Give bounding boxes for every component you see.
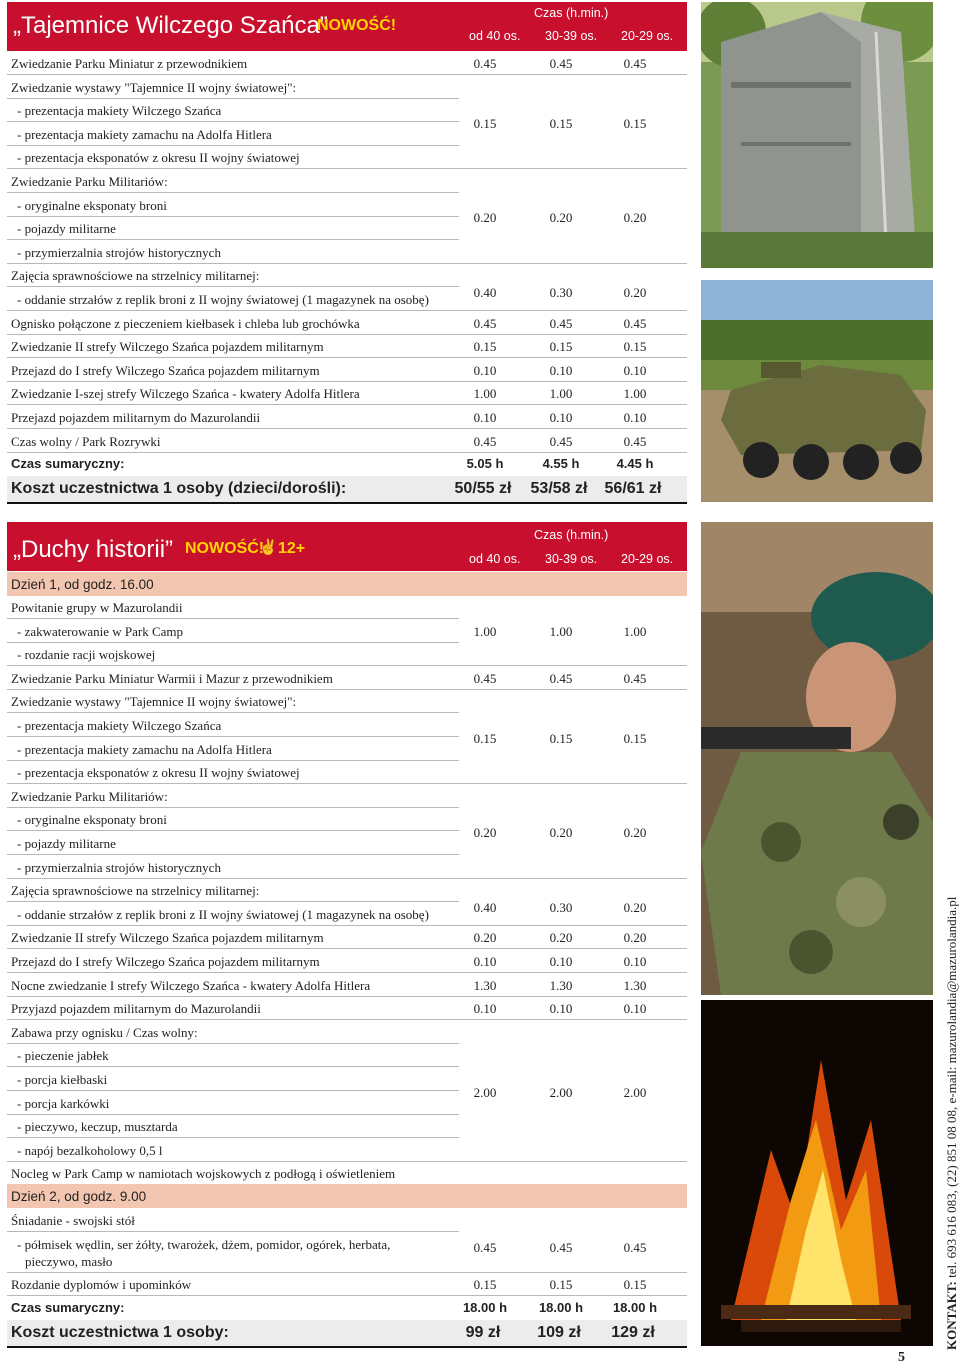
row-value: 1.00 <box>623 386 647 402</box>
row-divider <box>7 168 687 169</box>
row-label: Zwiedzanie wystawy "Tajemnice II wojny światowej": <box>11 694 297 710</box>
section-header <box>7 2 687 51</box>
row-label: Zwiedzanie Parku Miniatur z przewodnikiem <box>11 56 248 71</box>
cost-value: 50/55 zł <box>454 480 512 497</box>
row-value: 0.10 <box>623 1001 647 1017</box>
row-divider <box>7 404 687 405</box>
row-label: - oryginalne eksponaty broni <box>17 812 167 828</box>
row-value: 1.30 <box>623 977 647 993</box>
row-divider <box>7 996 687 997</box>
row-value: 0.45 <box>473 433 497 449</box>
row-divider <box>7 925 687 926</box>
row-label: - napój bezalkoholowy 0,5 l <box>17 1142 163 1158</box>
row-label: - porcja kiełbaski <box>17 1072 108 1087</box>
row-value: 0.45 <box>623 670 647 686</box>
row-value: 1.30 <box>473 977 497 993</box>
row-value: 0.15 <box>549 115 573 131</box>
row-label: Zwiedzanie Parku Militariów: <box>11 174 168 189</box>
new-badge: NOWOŚĆ! <box>317 17 397 34</box>
row-value: 1.00 <box>623 623 647 639</box>
row-label: Przejazd do I strefy Wilczego Szańca pojazdem militarnym <box>11 362 320 378</box>
row-divider <box>7 286 459 287</box>
row-value: 0.45 <box>623 1240 647 1255</box>
row-value: 0.15 <box>473 339 497 355</box>
row-divider <box>7 74 687 75</box>
row-value: 1.00 <box>473 386 497 402</box>
row-divider <box>7 381 687 382</box>
cost-value: 129 zł <box>611 1324 655 1341</box>
section-title: „Duchy historii” <box>13 536 174 563</box>
row-label: - oddanie strzałów z replik broni z II wojny światowej (1 magazynek na osobę) <box>17 292 429 307</box>
row-label: - rozdanie racji wojskowej <box>17 647 156 663</box>
soldier-photo <box>701 522 933 995</box>
row-label: - prezentacja eksponatów z okresu II wojny światowej <box>17 150 300 166</box>
row-divider <box>7 807 459 808</box>
age-badge: 12+ <box>278 540 306 557</box>
row-value: 0.20 <box>623 210 647 226</box>
row-value: 2.00 <box>623 1084 647 1100</box>
row-label: Zwiedzanie Parku Miniatur Warmii i Mazur z przewodnikiem <box>11 670 333 686</box>
age-col-2: 30-39 os. <box>545 552 598 566</box>
row-value: 0.15 <box>623 115 647 131</box>
row-divider <box>7 121 459 122</box>
row-value: 0.10 <box>623 954 647 969</box>
row-divider <box>7 216 459 217</box>
row-label: pieczywo, masło <box>25 1254 113 1269</box>
row-value: 0.10 <box>623 410 647 425</box>
row-divider <box>7 1295 687 1296</box>
row-value: 0.15 <box>623 1277 647 1292</box>
row-label: Zwiedzanie I-szej strefy Wilczego Szańca - kwatery Adolfa Hitlera <box>11 386 360 402</box>
offer-tajemnice <box>7 2 687 497</box>
row-divider <box>7 689 687 690</box>
row-label: Przejazd do I strefy Wilczego Szańca pojazdem militarnym <box>11 954 320 969</box>
row-value: 2.00 <box>549 1084 573 1100</box>
cost-value: 53/58 zł <box>530 480 588 497</box>
row-value: 0.10 <box>623 362 647 378</box>
row-divider <box>7 1019 687 1020</box>
row-divider <box>7 98 459 99</box>
row-label: Przyjazd pojazdem militarnym do Mazurolandii <box>11 1001 261 1017</box>
offer-duchy <box>7 522 687 1341</box>
row-divider <box>7 1231 459 1232</box>
day-label: Dzień 2, od godz. 9.00 <box>11 1189 147 1204</box>
cost-value: 56/61 zł <box>604 480 662 497</box>
row-divider <box>7 145 459 146</box>
row-value: 0.15 <box>549 339 573 355</box>
row-divider <box>7 830 459 831</box>
row-label: Zwiedzanie wystawy "Tajemnice II wojny światowej": <box>11 79 297 95</box>
row-value: 0.10 <box>549 1001 573 1017</box>
row-value: 0.10 <box>473 1001 497 1017</box>
row-value: 2.00 <box>473 1084 497 1100</box>
row-value: 0.20 <box>473 210 497 226</box>
row-divider <box>7 618 459 619</box>
row-value: 0.45 <box>549 56 573 71</box>
row-value: 0.45 <box>473 56 497 71</box>
row-divider <box>7 334 687 335</box>
row-label: - pojazdy militarne <box>17 836 116 851</box>
row-value: 0.45 <box>473 1240 497 1255</box>
cost-row <box>7 476 687 504</box>
row-label: - oryginalne eksponaty broni <box>17 197 167 213</box>
armored-vehicle-photo <box>701 280 933 502</box>
campfire-photo <box>701 1000 933 1346</box>
row-value: 0.45 <box>549 315 573 331</box>
row-value: 0.45 <box>623 433 647 449</box>
row-label: - pieczenie jabłek <box>17 1048 109 1064</box>
row-divider <box>7 239 459 240</box>
row-label: Zajęcia sprawnościowe na strzelnicy militarnej: <box>11 268 260 284</box>
row-value: 0.15 <box>473 1277 497 1292</box>
contact-label: KONTAKT: <box>944 1281 959 1350</box>
row-label: Ognisko połączone z pieczeniem kiełbasek i chleba lub grochówka <box>11 315 360 331</box>
row-value: 1.00 <box>549 623 573 639</box>
row-label: - prezentacja makiety zamachu na Adolfa Hitlera <box>17 126 272 142</box>
row-divider <box>7 1090 459 1091</box>
row-label: - pieczywo, keczup, musztarda <box>17 1119 178 1135</box>
row-label: - zakwaterowanie w Park Camp <box>17 623 184 639</box>
row-label: Zwiedzanie II strefy Wilczego Szańca pojazdem militarnym <box>11 930 324 946</box>
contact-info <box>944 897 960 1350</box>
row-value: 0.20 <box>473 930 497 946</box>
row-label: - prezentacja makiety Wilczego Szańca <box>17 718 222 733</box>
total-label: Czas sumaryczny: <box>11 1300 125 1315</box>
row-value: 0.20 <box>473 825 497 840</box>
row-label: Zabawa przy ognisku / Czas wolny: <box>11 1024 198 1040</box>
row-label: Zajęcia sprawnościowe na strzelnicy militarnej: <box>11 883 260 899</box>
row-label: Zwiedzanie II strefy Wilczego Szańca pojazdem militarnym <box>11 339 324 355</box>
age-col-1: od 40 os. <box>469 552 521 566</box>
row-divider <box>7 642 459 643</box>
row-divider <box>7 665 687 666</box>
total-value: 4.55 h <box>542 456 580 471</box>
row-value: 0.45 <box>473 315 497 331</box>
row-value: 0.15 <box>473 730 497 746</box>
row-divider <box>7 854 459 855</box>
row-divider <box>7 310 687 311</box>
row-value: 0.20 <box>549 825 573 840</box>
row-label: Czas wolny / Park Rozrywki <box>11 433 161 449</box>
row-value: 0.10 <box>549 362 573 378</box>
row-value: 0.20 <box>623 825 647 840</box>
time-header: Czas (h.min.) <box>534 6 609 20</box>
row-value: 0.20 <box>549 930 573 946</box>
total-value: 18.00 h <box>612 1300 658 1315</box>
row-label: - prezentacja makiety Wilczego Szańca <box>17 103 222 119</box>
age-col-1: od 40 os. <box>469 29 521 43</box>
row-divider <box>7 192 459 193</box>
row-value: 1.00 <box>473 623 497 639</box>
row-divider <box>7 760 459 761</box>
row-value: 0.15 <box>623 730 647 746</box>
row-divider <box>7 1272 687 1273</box>
row-value: 0.20 <box>549 210 573 226</box>
day-band <box>7 572 687 596</box>
row-value: 0.10 <box>549 954 573 969</box>
row-value: 0.15 <box>549 730 573 746</box>
row-value: 0.30 <box>549 285 573 300</box>
row-value: 1.00 <box>549 386 573 402</box>
cost-value: 109 zł <box>537 1324 581 1341</box>
total-value: 4.45 h <box>616 456 654 471</box>
row-divider <box>7 452 687 453</box>
day-label: Dzień 1, od godz. 16.00 <box>11 577 154 592</box>
row-value: 0.20 <box>623 285 647 300</box>
total-value: 18.00 h <box>538 1300 584 1315</box>
row-value: 0.20 <box>623 930 647 946</box>
page-number: 5 <box>898 1350 905 1365</box>
age-col-3: 20-29 os. <box>621 552 674 566</box>
row-value: 0.45 <box>549 670 573 686</box>
row-value: 0.15 <box>473 115 497 131</box>
row-label: Powitanie grupy w Mazurolandii <box>11 600 183 615</box>
row-value: 0.45 <box>473 670 497 686</box>
row-divider <box>7 736 459 737</box>
row-value: 0.45 <box>549 1240 573 1255</box>
row-value: 0.15 <box>623 339 647 355</box>
row-divider <box>7 357 687 358</box>
row-divider <box>7 263 687 264</box>
row-value: 0.30 <box>549 899 573 915</box>
section-header <box>7 522 687 571</box>
row-label: - przymierzalnia strojów historycznych <box>17 859 221 875</box>
thumbs-up-icon: ✌ <box>259 539 278 556</box>
row-label: Śniadanie - swojski stół <box>11 1213 135 1228</box>
row-value: 0.20 <box>623 899 647 915</box>
row-value: 0.10 <box>473 410 497 425</box>
row-value: 0.10 <box>549 410 573 425</box>
cost-label: Koszt uczestnictwa 1 osoby (dzieci/dorośli): <box>11 480 347 497</box>
contact-text: tel. 693 616 083, (22) 851 08 08, e-mail: mazurolandia@mazurolandia.pl <box>944 896 959 1278</box>
row-divider <box>7 1043 459 1044</box>
row-divider <box>7 1161 687 1162</box>
row-label: Zwiedzanie Parku Militariów: <box>11 788 168 804</box>
total-value: 18.00 h <box>462 1300 508 1315</box>
row-value: 0.10 <box>473 954 497 969</box>
row-divider <box>7 948 687 949</box>
row-divider <box>7 1066 459 1067</box>
row-value: 0.45 <box>623 315 647 331</box>
row-divider <box>7 428 687 429</box>
cost-label: Koszt uczestnictwa 1 osoby: <box>11 1324 229 1341</box>
row-divider <box>7 972 687 973</box>
row-value: 0.15 <box>549 1277 573 1292</box>
time-header: Czas (h.min.) <box>534 528 609 542</box>
cost-value: 99 zł <box>465 1324 501 1341</box>
cost-row <box>7 1320 687 1348</box>
row-value: 0.45 <box>623 56 647 71</box>
row-value: 0.10 <box>473 362 497 378</box>
age-col-2: 30-39 os. <box>545 29 598 43</box>
row-divider <box>7 878 687 879</box>
row-label: - półmisek wędlin, ser żółty, twarożek, dżem, pomidor, ogórek, herbata, <box>17 1237 391 1252</box>
row-label: Przejazd pojazdem militarnym do Mazurolandii <box>11 410 261 425</box>
row-label: Nocleg w Park Camp w namiotach wojskowych z podłogą i oświetleniem <box>11 1166 396 1182</box>
row-label: - pojazdy militarne <box>17 221 116 237</box>
row-value: 0.40 <box>473 285 497 300</box>
row-divider <box>7 1137 459 1138</box>
row-divider <box>7 901 459 902</box>
row-label: - oddanie strzałów z replik broni z II wojny światowej (1 magazynek na osobę) <box>17 906 429 922</box>
row-divider <box>7 783 687 784</box>
total-label: Czas sumaryczny: <box>11 456 125 471</box>
row-divider <box>7 1114 459 1115</box>
row-label: - prezentacja makiety zamachu na Adolfa Hitlera <box>17 741 272 757</box>
row-label: - porcja karkówki <box>17 1095 110 1111</box>
total-value: 5.05 h <box>466 456 504 471</box>
new-badge: NOWOŚĆ! <box>185 540 265 557</box>
row-label: - przymierzalnia strojów historycznych <box>17 244 221 260</box>
bunker-photo <box>701 2 933 268</box>
row-value: 0.45 <box>549 433 573 449</box>
row-label: Nocne zwiedzanie I strefy Wilczego Szańca - kwatery Adolfa Hitlera <box>11 977 371 993</box>
age-col-3: 20-29 os. <box>621 29 674 43</box>
row-label: - prezentacja eksponatów z okresu II wojny światowej <box>17 765 300 781</box>
row-value: 1.30 <box>549 977 573 993</box>
day-band <box>7 1184 687 1208</box>
row-value: 0.40 <box>473 899 497 915</box>
section-title: „Tajemnice Wilczego Szańca” <box>13 12 328 39</box>
row-divider <box>7 712 459 713</box>
row-label: Rozdanie dyplomów i upominków <box>11 1277 192 1292</box>
